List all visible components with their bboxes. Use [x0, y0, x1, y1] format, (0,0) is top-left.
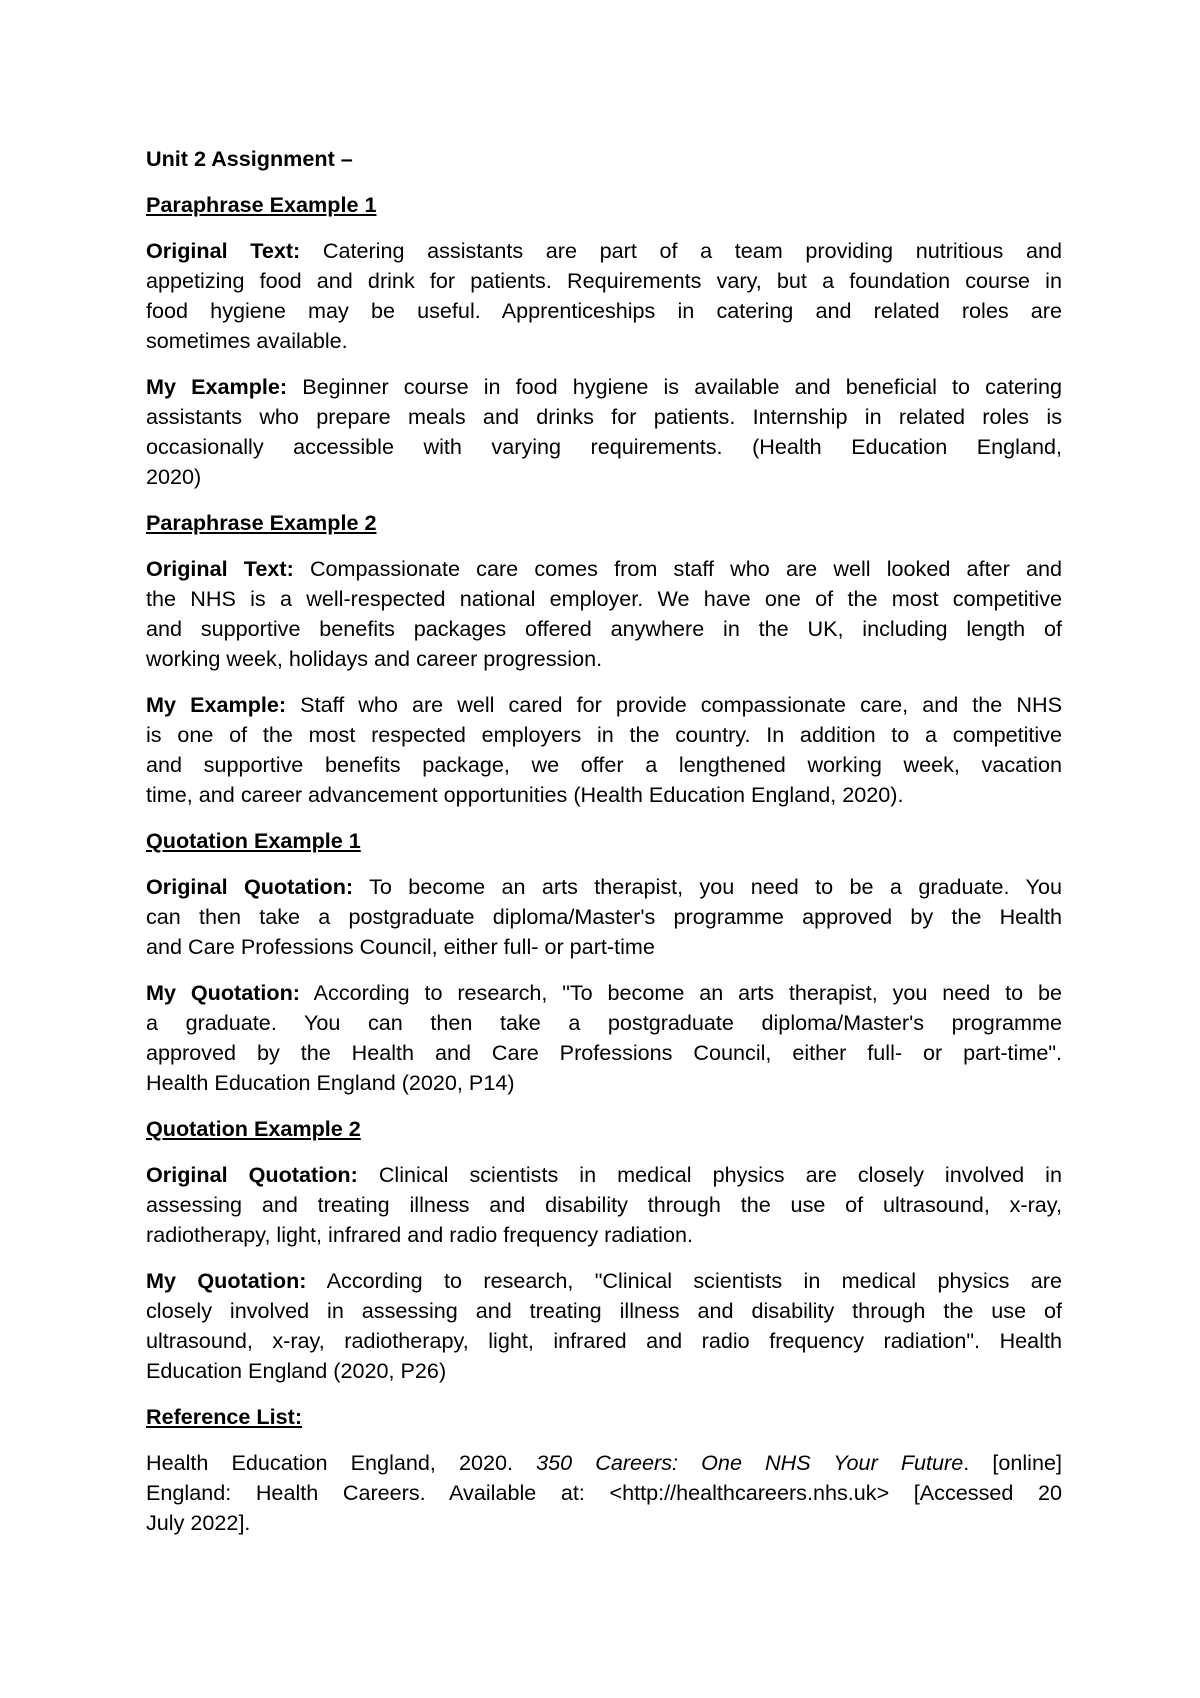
paragraph-line: can then take a postgraduate diploma/Master's programme approved by the Health: [146, 904, 1062, 929]
paragraph-line: food hygiene may be useful. Apprenticeships in catering and related roles are: [146, 298, 1062, 323]
paragraph-line: [146, 1266, 1062, 1296]
paragraph-line: [146, 554, 1062, 584]
paragraph-line: and supportive benefits packages offered anywhere in the UK, including length of: [146, 616, 1062, 641]
line-text: Compassionate care comes from staff who are well looked after and: [293, 556, 1062, 581]
paragraph-label: My Quotation:: [146, 980, 300, 1005]
paragraph-label: My Example:: [146, 692, 287, 717]
document-title: Unit 2 Assignment –: [146, 146, 353, 171]
document-page: [146, 144, 1062, 1554]
paragraph-line: and supportive benefits package, we offer a lengthened working week, vacation: [146, 752, 1062, 777]
paragraph-line: working week, holidays and career progression.: [146, 646, 603, 671]
paragraph-line: [146, 236, 1062, 266]
section-heading-paraphrase-2: Paraphrase Example 2: [146, 510, 377, 535]
paragraph-line: [146, 690, 1062, 720]
reference-entry: [146, 1448, 1062, 1538]
reference-line: [146, 1448, 1062, 1478]
paragraph-label: Original Text:: [146, 238, 301, 263]
line-text: Catering assistants are part of a team providing nutritious and: [300, 238, 1062, 263]
line-text: To become an arts therapist, you need to be a graduate. You: [353, 874, 1062, 899]
line-text: Staff who are well cared for provide compassionate care, and the NHS: [286, 692, 1062, 717]
section-heading-paraphrase-1: Paraphrase Example 1: [146, 192, 377, 217]
paragraph-original-text-1: [146, 236, 1062, 356]
line-text: According to research, "To become an arts therapist, you need to be: [299, 980, 1062, 1005]
paragraph-original-text-2: [146, 554, 1062, 674]
line-text: According to research, "Clinical scientists in medical physics are: [306, 1268, 1063, 1293]
paragraph-original-quotation-2: [146, 1160, 1062, 1250]
paragraph-line: and Care Professions Council, either full- or part-time: [146, 934, 655, 959]
paragraph-my-quotation-2: [146, 1266, 1062, 1386]
paragraph-original-quotation-1: [146, 872, 1062, 962]
paragraph-line: [146, 978, 1062, 1008]
reference-list-heading: Reference List:: [146, 1404, 303, 1429]
reference-line: July 2022].: [146, 1510, 251, 1535]
line-text: Clinical scientists in medical physics are closely involved in: [357, 1162, 1062, 1187]
paragraph-line: 2020): [146, 464, 202, 489]
paragraph-line: occasionally accessible with varying requirements. (Health Education England,: [146, 434, 1062, 459]
paragraph-line: a graduate. You can then take a postgraduate diploma/Master's programme: [146, 1010, 1062, 1035]
paragraph-line: [146, 872, 1062, 902]
reference-medium: . [online]: [963, 1450, 1062, 1475]
paragraph-label: My Quotation:: [146, 1268, 307, 1293]
reference-author-year: Health Education England, 2020.: [146, 1450, 537, 1475]
paragraph-my-example-2: [146, 690, 1062, 810]
paragraph-label: Original Text:: [146, 556, 294, 581]
paragraph-line: appetizing food and drink for patients. Requirements vary, but a foundation course in: [146, 268, 1062, 293]
section-heading-quotation-2: Quotation Example 2: [146, 1116, 361, 1141]
reference-line: England: Health Careers. Available at: <http://healthcareers.nhs.uk> [Accessed 20: [146, 1480, 1062, 1505]
paragraph-my-quotation-1: [146, 978, 1062, 1098]
paragraph-label: Original Quotation:: [146, 1162, 358, 1187]
paragraph-line: time, and career advancement opportunities (Health Education England, 2020).: [146, 782, 904, 807]
paragraph-line: ultrasound, x-ray, radiotherapy, light, infrared and radio frequency radiation". Health: [146, 1328, 1062, 1353]
paragraph-line: Health Education England (2020, P14): [146, 1070, 515, 1095]
reference-title: 350 Careers: One NHS Your Future: [536, 1450, 964, 1475]
paragraph-label: My Example:: [146, 374, 288, 399]
paragraph-line: is one of the most respected employers in the country. In addition to a competitive: [146, 722, 1062, 747]
paragraph-label: Original Quotation:: [146, 874, 354, 899]
paragraph-line: [146, 1160, 1062, 1190]
paragraph-line: the NHS is a well-respected national employer. We have one of the most competitive: [146, 586, 1062, 611]
paragraph-line: assessing and treating illness and disability through the use of ultrasound, x-ray,: [146, 1192, 1062, 1217]
paragraph-my-example-1: [146, 372, 1062, 492]
section-heading-quotation-1: Quotation Example 1: [146, 828, 361, 853]
paragraph-line: closely involved in assessing and treating illness and disability through the use of: [146, 1298, 1062, 1323]
paragraph-line: assistants who prepare meals and drinks for patients. Internship in related roles is: [146, 404, 1062, 429]
paragraph-line: approved by the Health and Care Professions Council, either full- or part-time".: [146, 1040, 1062, 1065]
paragraph-line: Education England (2020, P26): [146, 1358, 447, 1383]
paragraph-line: [146, 372, 1062, 402]
paragraph-line: sometimes available.: [146, 328, 348, 353]
line-text: Beginner course in food hygiene is available and beneficial to catering: [287, 374, 1062, 399]
paragraph-line: radiotherapy, light, infrared and radio frequency radiation.: [146, 1222, 693, 1247]
